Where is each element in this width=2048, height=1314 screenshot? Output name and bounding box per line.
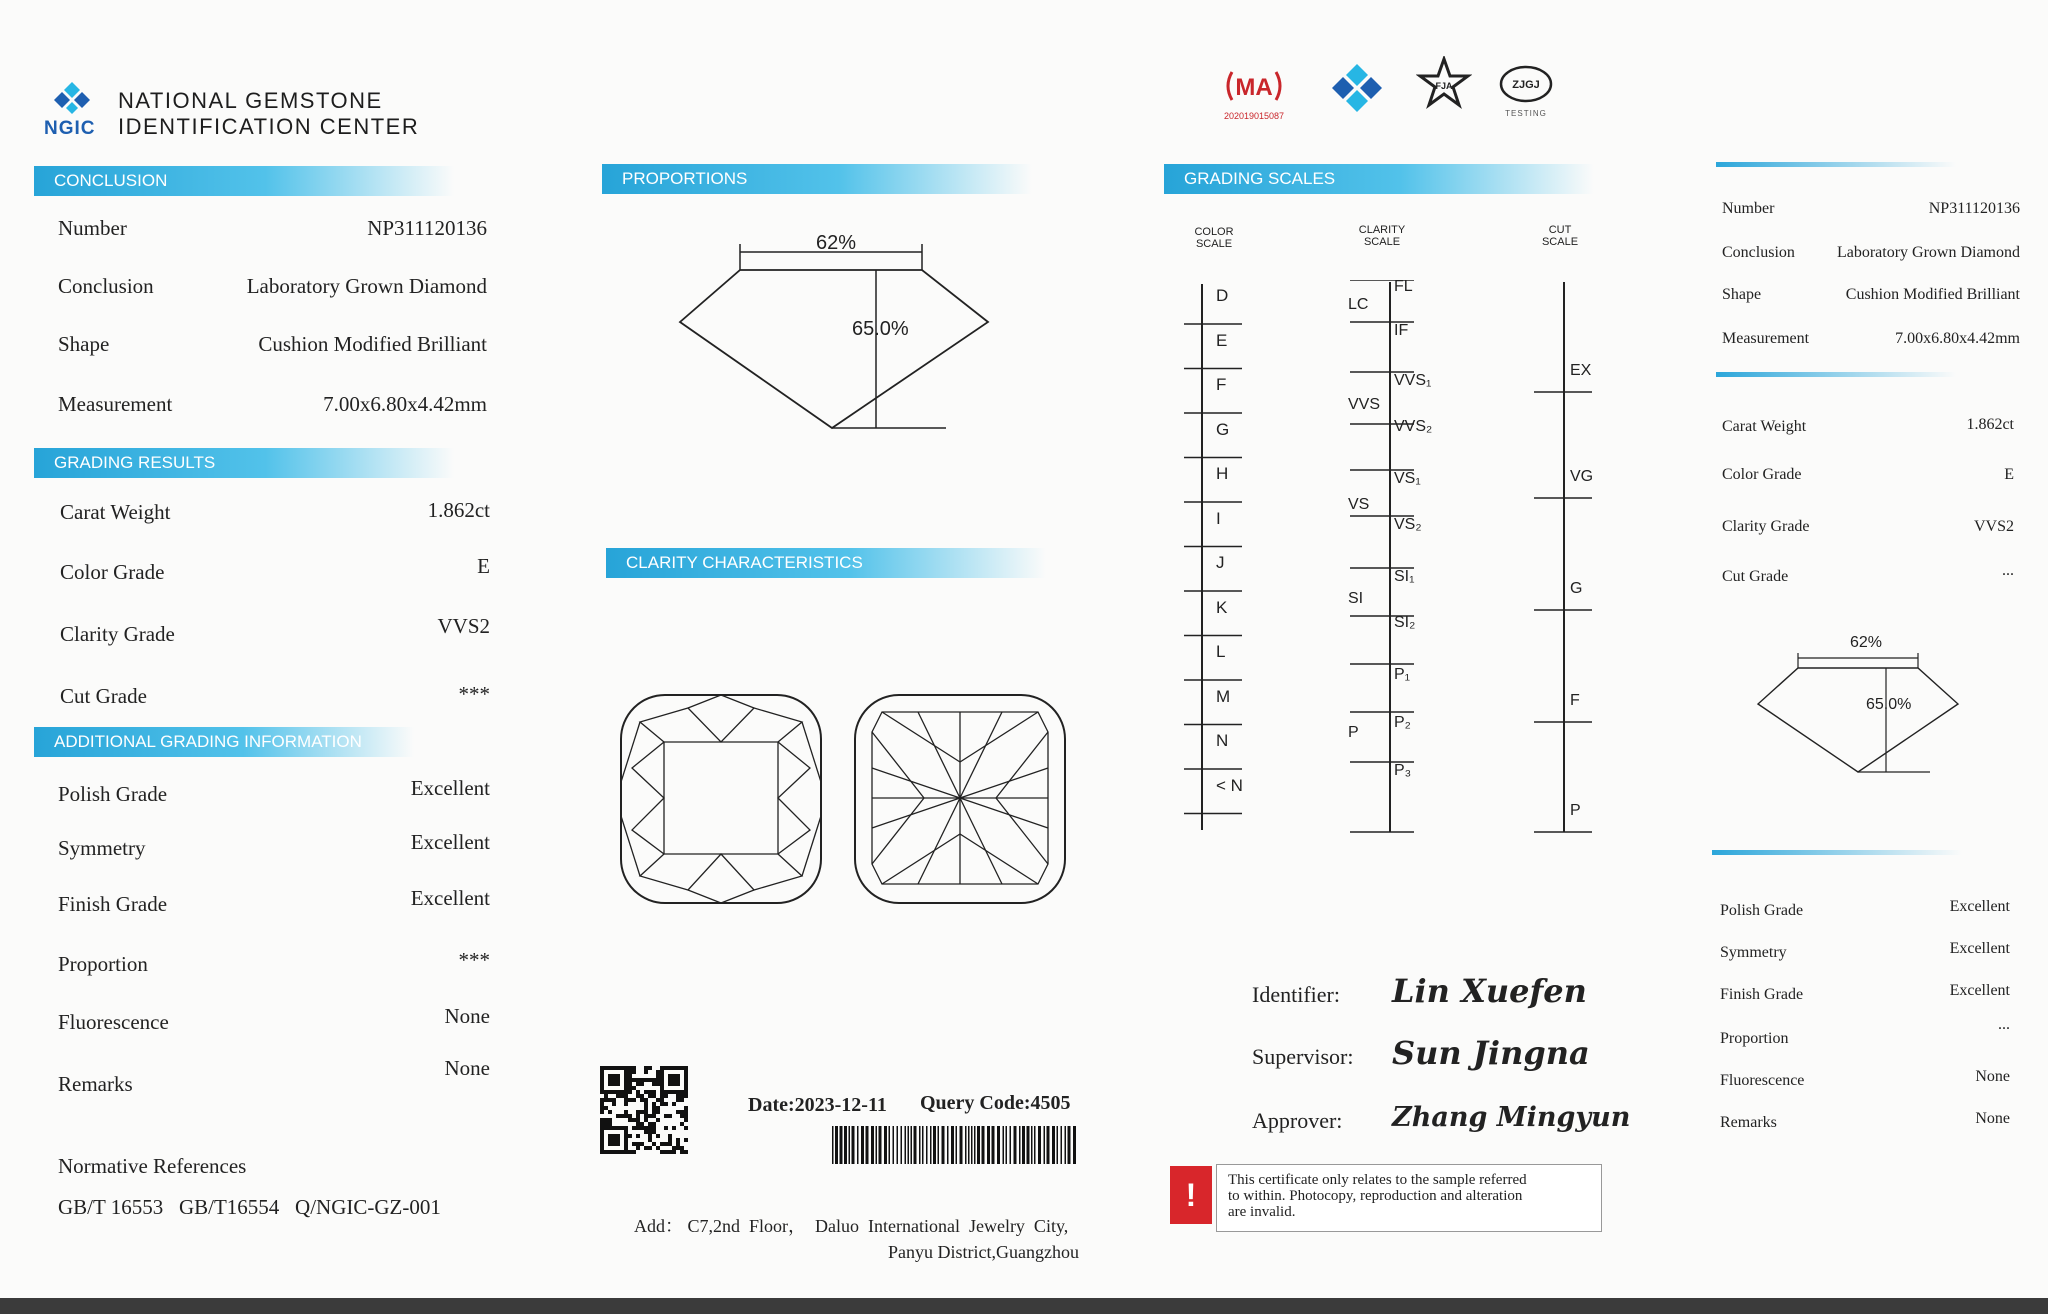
summary-row-value: NP311120136	[1928, 200, 2020, 217]
additional-row-label: Symmetry	[58, 836, 146, 860]
additional-row-value: ***	[458, 948, 490, 972]
summary-row-label: Number	[1722, 200, 1775, 217]
grading-row-label: Cut Grade	[60, 684, 147, 708]
summary-depth-percentage: 65.0%	[1866, 696, 1912, 713]
summary-proportions-diagram	[1750, 648, 1970, 778]
conclusion-row-value: Laboratory Grown Diamond	[246, 274, 487, 298]
clarity-grade-label: FL	[1394, 278, 1413, 295]
summary-row-value: Excellent	[1949, 940, 2010, 957]
scale-lines	[1180, 280, 1600, 840]
warning-text	[1228, 1172, 1527, 1220]
color-grade-label: L	[1216, 642, 1226, 661]
summary-row-value: ...	[2002, 562, 2014, 579]
summary-row-value: None	[1975, 1068, 2010, 1085]
clarity-grade-label: VVS₁	[1394, 372, 1432, 389]
additional-row-value: Excellent	[410, 776, 490, 800]
summary-row-value: VVS2	[1973, 518, 2014, 535]
qr-code-icon	[598, 1064, 688, 1164]
signature-name: Lin Xuefen	[1392, 972, 1587, 1010]
zjgj-testing-text: TESTING	[1505, 109, 1547, 118]
clarity-group-label: LC	[1348, 296, 1369, 313]
proportions-header: PROPORTIONS	[602, 164, 1032, 194]
summary-divider-2	[1716, 372, 1956, 377]
additional-row-label: Finish Grade	[58, 892, 168, 916]
clarity-group-label: VS	[1348, 496, 1370, 513]
cut-grade-label: G	[1570, 580, 1583, 597]
clarity-grade-label: P₂	[1394, 714, 1411, 731]
clarity-grade-label: VVS₂	[1394, 418, 1433, 435]
cut-grade-label: EX	[1570, 362, 1592, 379]
additional-row-value: Excellent	[410, 886, 490, 910]
grading-row-value: VVS2	[437, 614, 490, 638]
summary-row-label: Cut Grade	[1722, 568, 1789, 585]
additional-row-value: None	[444, 1004, 490, 1028]
summary-row-label: Symmetry	[1720, 944, 1787, 961]
clarity-scale-title: CLARITY SCALE	[1358, 224, 1406, 248]
crown-view-diagram	[618, 692, 824, 906]
color-grade-label: D	[1216, 286, 1229, 305]
grading-row-value: 1.862ct	[427, 498, 490, 522]
summary-row-label: Measurement	[1722, 330, 1810, 347]
additional-row-label: Remarks	[58, 1072, 133, 1096]
clarity-grade-label: SI₁	[1394, 568, 1415, 585]
clarity-characteristics-header: CLARITY CHARACTERISTICS	[606, 548, 1046, 578]
cma-mark-icon	[1222, 66, 1286, 106]
zjgj-text: ZJGJ	[1512, 79, 1540, 91]
summary-row-value: Excellent	[1949, 982, 2010, 999]
clarity-grade-label: VS₂	[1394, 516, 1422, 533]
summary-row-label: Polish Grade	[1720, 902, 1804, 919]
clarity-grade-label: P₃	[1394, 762, 1412, 779]
warning-line1: This certificate only relates to the sample referred	[1228, 1172, 1527, 1188]
cma-number: 2020190150​87	[1223, 111, 1285, 121]
signature-role: Approver:	[1252, 1108, 1343, 1133]
grading-results-header: GRADING RESULTS	[34, 448, 454, 478]
cut-grade-label: VG	[1570, 468, 1594, 485]
summary-row-label: Clarity Grade	[1722, 518, 1810, 535]
additional-row-label: Polish Grade	[58, 782, 168, 806]
conclusion-row-value: NP311120136	[367, 216, 487, 240]
color-grade-label: < N	[1216, 775, 1243, 795]
summary-row-label: Carat Weight	[1722, 418, 1807, 435]
cma-logo	[1222, 66, 1286, 121]
page-bottom-edge	[0, 1298, 2048, 1314]
summary-divider-1	[1716, 162, 1956, 167]
summary-row-label: Proportion	[1720, 1030, 1789, 1047]
address-line2: Panyu District,Guangzhou	[888, 1242, 1079, 1262]
color-grade-label: J	[1216, 553, 1225, 572]
signature-role: Supervisor:	[1252, 1044, 1354, 1069]
additional-row-label: Fluorescence	[58, 1010, 169, 1034]
table-percentage: 62%	[816, 232, 857, 254]
fja-text: FJA	[1435, 81, 1453, 91]
color-grade-label: H	[1216, 464, 1229, 483]
color-grade-label: M	[1216, 686, 1231, 706]
clarity-grade-label: SI₂	[1394, 614, 1416, 631]
clarity-grade-label: IF	[1394, 322, 1409, 339]
summary-row-value: E	[2004, 466, 2014, 483]
color-grade-label: G	[1216, 419, 1230, 439]
additional-row-value: None	[444, 1056, 490, 1080]
grading-row-label: Carat Weight	[60, 500, 171, 524]
zjgj-logo	[1496, 64, 1556, 118]
zjgj-oval-icon	[1498, 64, 1554, 104]
color-grade-label: F	[1216, 375, 1227, 394]
color-grade-label: E	[1216, 330, 1228, 350]
grading-row-label: Color Grade	[60, 560, 165, 584]
summary-row-label: Shape	[1722, 286, 1762, 303]
signature-name: Sun Jingna	[1392, 1034, 1590, 1072]
summary-row-label: Fluorescence	[1720, 1072, 1805, 1089]
warning-line3: are invalid.	[1228, 1204, 1296, 1220]
conclusion-row-label: Number	[58, 216, 127, 240]
signature-role: Identifier:	[1252, 982, 1340, 1007]
signature-name: Zhang Mingyun	[1392, 1102, 1631, 1133]
grading-row-value: ***	[458, 682, 490, 706]
warning-box	[1170, 1164, 1602, 1236]
conclusion-row-label: Conclusion	[58, 274, 154, 298]
clarity-group-label: SI	[1348, 590, 1364, 607]
summary-row-label: Conclusion	[1722, 244, 1795, 261]
clarity-group-label: P	[1348, 724, 1359, 741]
color-grade-label: N	[1216, 731, 1229, 750]
ngic-logo-icon	[50, 82, 94, 118]
cut-scale-title: CUT SCALE	[1541, 224, 1579, 248]
summary-row-value: 1.862ct	[1966, 416, 2014, 433]
summary-table-percentage: 62%	[1850, 634, 1883, 651]
conclusion-row-value: Cushion Modified Brilliant	[258, 332, 487, 356]
grading-scales-header: GRADING SCALES	[1164, 164, 1594, 194]
depth-percentage: 65.0%	[852, 318, 909, 340]
clarity-grade-label: P₁	[1394, 666, 1411, 683]
normative-title: Normative References	[58, 1154, 247, 1178]
cut-grade-label: P	[1570, 802, 1581, 819]
grading-row-value: E	[477, 554, 490, 578]
summary-row-value: None	[1975, 1110, 2010, 1127]
conclusion-row-value: 7.00x6.80x4.42mm	[323, 392, 487, 416]
clarity-group-label: VVS	[1348, 396, 1381, 413]
color-scale-title: COLOR SCALE	[1194, 226, 1234, 250]
color-grade-label: I	[1216, 508, 1221, 528]
summary-row-value: Laboratory Grown Diamond	[1836, 244, 2020, 261]
additional-info-header: ADDITIONAL GRADING INFORMATION	[34, 727, 414, 757]
barcode-icon	[830, 1124, 1078, 1168]
cut-grade-label: F	[1570, 692, 1580, 709]
address-line1: Add： C7,2nd Floor， Daluo International Jewelry City,	[634, 1216, 1069, 1236]
org-name-line2: IDENTIFICATION CENTER	[118, 114, 420, 139]
warning-line2: to within. Photocopy, reproduction and alteration	[1228, 1188, 1523, 1204]
cma-text: MA	[1235, 74, 1273, 101]
conclusion-header: CONCLUSION	[34, 166, 454, 196]
summary-row-value: ...	[1998, 1016, 2010, 1033]
summary-row-label: Color Grade	[1722, 466, 1802, 483]
clarity-grade-label: VS₁	[1394, 470, 1421, 487]
fja-star-icon	[1416, 56, 1472, 112]
additional-row-value: Excellent	[410, 830, 490, 854]
issue-date: Date:2023-12-11	[748, 1094, 887, 1116]
additional-row-label: Proportion	[58, 952, 148, 976]
query-code: Query Code:4505	[920, 1092, 1071, 1114]
proportions-diagram	[670, 230, 1010, 440]
summary-row-label: Remarks	[1720, 1114, 1777, 1131]
summary-divider-3	[1712, 850, 1962, 855]
conclusion-row-label: Measurement	[58, 392, 173, 416]
summary-row-value: Cushion Modified Brilliant	[1845, 286, 2020, 303]
conclusion-row-label: Shape	[58, 332, 110, 356]
summary-row-value: Excellent	[1949, 898, 2010, 915]
warning-icon: !	[1170, 1166, 1212, 1224]
color-grade-label: K	[1216, 597, 1228, 617]
grading-row-label: Clarity Grade	[60, 622, 175, 646]
pavilion-view-diagram	[852, 692, 1068, 906]
ngic-blue-diamond-icon	[1326, 62, 1388, 114]
org-name-line1: NATIONAL GEMSTONE	[118, 88, 383, 113]
summary-row-label: Finish Grade	[1720, 986, 1804, 1003]
normative-references: GB/T 16553 GB/T16554 Q/NGIC-GZ-001	[58, 1195, 441, 1219]
logo-abbreviation: NGIC	[44, 118, 96, 139]
summary-row-value: 7.00x6.80x4.42mm	[1895, 330, 2020, 347]
